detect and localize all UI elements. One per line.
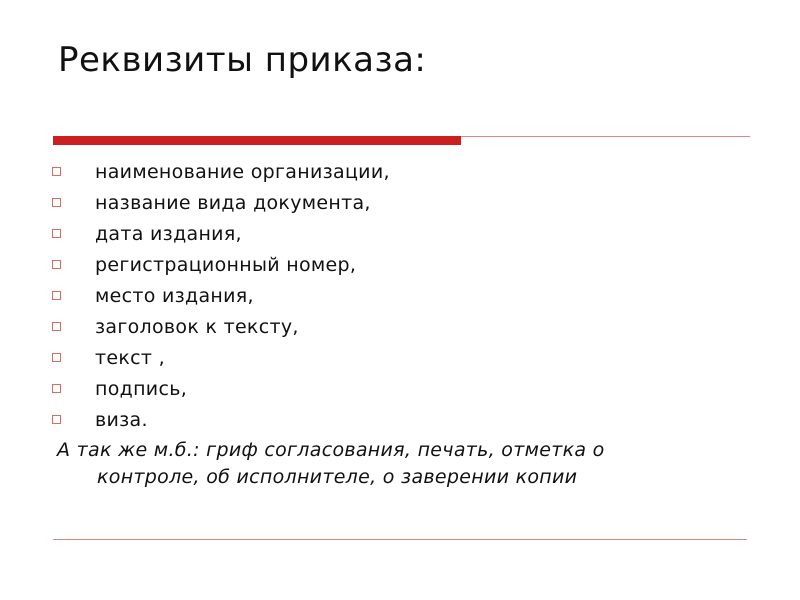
title-divider [53, 136, 750, 145]
list-item [52, 218, 390, 249]
list-item [52, 342, 390, 373]
note-line-1: А так же м.б.: гриф согласования, печать, отметка о [57, 439, 605, 461]
note-line-2: контроле, об исполнителе, о заверении копии [97, 466, 578, 488]
list-item-text: заголовок к тексту, [95, 315, 299, 338]
list-item-text: текст , [95, 346, 165, 369]
list-item-text: подпись, [95, 377, 188, 400]
list-item-text: название вида документа, [95, 191, 371, 214]
title-divider-thick [53, 136, 461, 145]
list-item-text: виза. [95, 408, 148, 431]
list-item [52, 311, 390, 342]
square-bullet-icon [52, 353, 61, 362]
square-bullet-icon [52, 415, 61, 424]
list-item [52, 404, 390, 435]
list-item-text: наименование организации, [95, 160, 390, 183]
square-bullet-icon [52, 167, 61, 176]
additional-note [57, 437, 747, 491]
list-item [52, 373, 390, 404]
list-item-text: дата издания, [95, 222, 242, 245]
footer-divider [53, 539, 747, 540]
slide-title: Реквизиты приказа: [58, 40, 427, 80]
square-bullet-icon [52, 322, 61, 331]
requisites-list [52, 156, 390, 435]
square-bullet-icon [52, 384, 61, 393]
list-item [52, 187, 390, 218]
title-divider-thin [461, 136, 750, 137]
list-item [52, 249, 390, 280]
list-item [52, 156, 390, 187]
square-bullet-icon [52, 260, 61, 269]
list-item-text: регистрационный номер, [95, 253, 357, 276]
square-bullet-icon [52, 198, 61, 207]
square-bullet-icon [52, 229, 61, 238]
list-item [52, 280, 390, 311]
square-bullet-icon [52, 291, 61, 300]
list-item-text: место издания, [95, 284, 254, 307]
